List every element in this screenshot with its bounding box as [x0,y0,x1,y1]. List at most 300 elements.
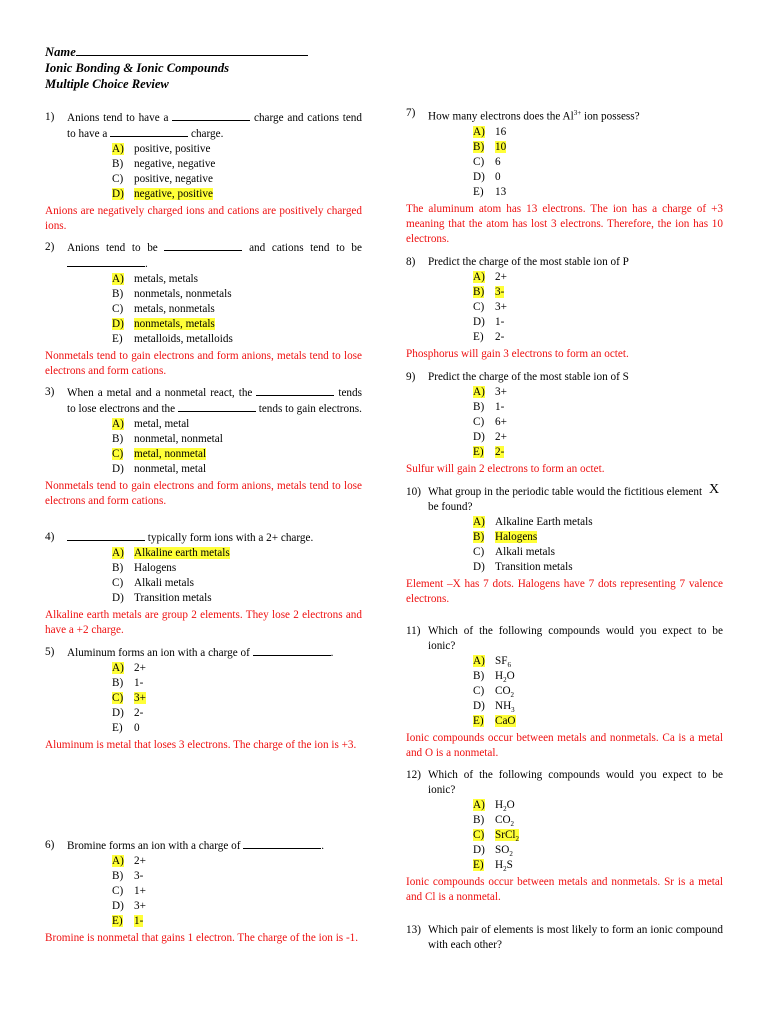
option-main: Alkaline earth metals [134,547,230,559]
question-number: 5) [45,646,55,658]
answer-option[interactable] [473,155,723,170]
name-label: Name [45,45,76,59]
option-letter [473,155,495,170]
question-6 [45,838,362,946]
option-letter-text: C) [473,416,485,428]
answer-explanation: Nonmetals tend to gain electrons and form anions, metals tend to lose electrons and form cations. [45,480,362,507]
answer-option[interactable] [473,270,723,285]
option-text [134,677,143,689]
option-main: 2+ [134,662,146,674]
option-letter [473,315,495,330]
question-stem [406,923,723,953]
answer-blank[interactable] [67,530,145,541]
answer-option[interactable] [473,545,723,560]
answer-options [45,661,362,736]
question-stem [45,240,362,272]
option-text [495,844,513,859]
worksheet-title: Ionic Bonding & Ionic Compounds [45,61,230,75]
option-main: nonmetals, nonmetals [134,288,232,300]
option-letter-text: A) [473,655,485,667]
option-letter-text: A) [112,662,124,674]
name-field[interactable] [45,44,308,60]
option-letter [112,899,134,914]
answer-option[interactable] [473,185,723,200]
worksheet-subtitle: Multiple Choice Review [45,77,169,91]
answer-option[interactable] [473,285,723,300]
subscript: 3 [511,706,515,715]
option-letter-text: C) [112,885,124,897]
answer-option[interactable] [112,721,362,736]
answer-option[interactable] [112,187,362,202]
option-text [134,722,140,734]
option-text [134,188,213,200]
option-letter-text: E) [473,331,484,343]
option-letter-text: B) [112,677,124,689]
option-main: CO [495,685,511,697]
option-text [134,143,210,155]
option-letter-text: B) [473,401,485,413]
option-text [134,592,212,604]
option-letter [473,285,495,300]
option-letter [473,654,495,669]
answer-option[interactable] [473,560,723,575]
option-text [134,333,233,345]
answer-option[interactable] [112,157,362,172]
answer-explanation: Anions are negatively charged ions and cations are positively charged ions. [45,205,362,232]
stem-text: How many electrons does the Al [428,110,574,123]
option-main: 2- [495,446,505,458]
option-main: Transition metals [495,561,573,573]
option-letter [112,287,134,302]
option-text [495,531,537,543]
answer-option[interactable] [473,400,723,415]
question-stem [45,385,362,417]
option-letter [112,447,134,462]
answer-options [45,854,362,929]
stem-text: tends to gain electrons. [255,403,362,415]
answer-explanation: Nonmetals tend to gain electrons and form anions, metals tend to lose electrons and form cations. [45,350,362,377]
answer-option[interactable] [112,854,362,869]
stem-text: . [145,258,148,270]
stem-text: . [330,647,334,659]
answer-blank[interactable] [256,385,334,396]
answer-option[interactable] [112,676,362,691]
option-main: 1+ [134,885,146,897]
option-main: metals, metals [134,273,199,285]
answer-options [45,272,362,347]
option-letter-text: D) [473,700,485,712]
answer-blank[interactable] [172,110,250,121]
option-text [495,271,507,283]
option-letter-text: B) [473,286,485,298]
question-stem [406,370,723,385]
option-letter [473,300,495,315]
answer-blank[interactable] [110,126,188,137]
stem-text: tends to lose electrons and the [67,387,362,415]
answer-option[interactable] [112,172,362,187]
option-main: 16 [495,125,507,138]
answer-option[interactable] [112,417,362,432]
answer-options [406,125,723,200]
option-letter [112,914,134,929]
option-letter [473,530,495,545]
question-2 [45,240,362,379]
option-text [495,700,515,715]
answer-option[interactable] [112,302,362,317]
answer-explanation: Bromine is nonmetal that gains 1 electron. The charge of the ion is -1. [45,932,359,944]
option-text [495,431,507,443]
option-main: 3- [495,286,505,298]
answer-option[interactable] [473,798,723,813]
option-tail: S [506,859,513,871]
stem-text: be found? [428,501,473,513]
option-text [134,173,213,185]
answer-options [45,142,362,202]
option-text [134,158,215,170]
answer-option[interactable] [112,447,362,462]
option-letter-text: A) [473,516,485,528]
option-main: Alkaline Earth metals [495,516,593,528]
option-letter-text: D) [473,561,485,573]
question-number: 3) [45,386,55,398]
answer-explanation: Ionic compounds occur between metals and nonmetals. Sr is a metal and Cl is a nonmetal. [406,876,723,903]
option-letter-text: A) [112,143,124,155]
option-letter-text: C) [112,448,124,460]
answer-explanation: Aluminum is metal that loses 3 electrons. The charge of the ion is +3. [45,739,357,751]
answer-option[interactable] [473,699,723,714]
option-letter-text: A) [112,273,124,285]
option-letter [112,172,134,187]
answer-option[interactable] [112,287,362,302]
answer-option[interactable] [473,445,723,460]
subscript: 6 [507,661,511,670]
option-main: metal, metal [134,418,190,430]
option-text [134,547,230,559]
option-letter [112,591,134,606]
stem-text: Which pair of elements is most likely to form an ionic compound with each other? [428,924,723,951]
answer-option[interactable] [473,300,723,315]
answer-options [45,546,362,606]
question-8 [406,255,723,362]
question-5 [45,645,362,753]
option-main: CaO [495,715,516,727]
option-letter [473,545,495,560]
option-text [495,156,501,168]
question-stem [406,768,723,798]
answer-option[interactable] [112,462,362,477]
option-main: SrCl [495,829,516,841]
option-letter-text: B) [473,670,485,682]
option-tail: O [506,670,515,682]
option-main: 2- [134,707,144,719]
option-text [495,655,511,670]
answer-option[interactable] [473,140,723,155]
answer-option[interactable] [112,884,362,899]
answer-option[interactable] [112,272,362,287]
option-main: Halogens [495,531,538,543]
answer-option[interactable] [112,332,362,347]
question-number: 2) [45,241,55,253]
question-number: 11) [406,625,421,637]
option-main: 1- [134,915,144,927]
option-main: 3+ [134,692,146,704]
option-main: 1- [134,677,144,689]
answer-option[interactable] [112,432,362,447]
option-text [134,448,206,460]
option-main: nonmetals, metals [134,318,215,330]
stem-text: Predict the charge of the most stable ion of S [428,371,629,383]
option-letter [473,330,495,345]
option-text [495,685,515,700]
stem-text: Predict the charge of the most stable ion of P [428,256,629,268]
answer-option[interactable] [473,315,723,330]
answer-option[interactable] [473,843,723,858]
answer-option[interactable] [473,669,723,684]
option-main: 0 [134,722,140,734]
option-main: 3- [134,870,144,882]
question-3 [45,385,362,509]
option-letter [473,270,495,285]
option-text [495,301,507,313]
answer-option[interactable] [112,914,362,929]
option-letter [112,576,134,591]
answer-option[interactable] [112,317,362,332]
answer-option[interactable] [473,330,723,345]
option-text [495,561,573,573]
stem-text: ion possess? [581,110,640,123]
answer-options [45,417,362,477]
option-letter [473,125,495,140]
question-7 [406,106,723,247]
option-letter [473,714,495,729]
option-main: 1- [495,316,505,328]
option-letter-text: A) [112,418,124,430]
option-letter-text: E) [112,915,123,927]
answer-options [406,798,723,873]
subscript: 2 [503,865,507,874]
question-stem [45,838,362,854]
option-letter [473,430,495,445]
worksheet-header [45,44,308,92]
option-letter-text: B) [473,814,485,826]
answer-option[interactable] [473,415,723,430]
option-text [134,288,232,300]
answer-option[interactable] [473,170,723,185]
option-text [495,126,506,138]
option-letter [473,843,495,858]
option-letter [112,157,134,172]
answer-option[interactable] [473,530,723,545]
option-letter-text: E) [473,715,484,727]
option-letter-text: C) [112,173,124,185]
option-text [495,859,513,874]
option-letter-text: D) [473,431,485,443]
option-main: 0 [495,170,501,183]
option-main: positive, negative [134,173,213,185]
answer-option[interactable] [112,706,362,721]
option-text [495,141,506,153]
stem-text: . [321,840,325,852]
option-text [495,516,593,528]
answer-option[interactable] [473,684,723,699]
stem-text: Aluminum forms an ion with a charge of [67,647,253,659]
option-letter [473,669,495,684]
option-letter [112,432,134,447]
question-stem [45,110,362,142]
stem-text: and cations tend to be [242,242,362,254]
stem-text: Anions tend to be [67,242,165,254]
option-main: 6+ [495,416,507,428]
answer-option[interactable] [112,899,362,914]
option-main: metal, nonmetal [134,448,207,460]
option-main: Transition metals [134,592,212,604]
answer-option[interactable] [473,828,723,843]
option-main: H [495,859,504,871]
question-number: 9) [406,371,416,383]
answer-explanation: Ionic compounds occur between metals and nonmetals. Ca is a metal and O is a nonmetal. [406,732,723,759]
option-main: negative, negative [134,158,216,170]
answer-option[interactable] [473,813,723,828]
lewis-dot-symbol-icon [705,482,723,499]
question-stem [45,645,362,661]
answer-blank[interactable] [164,240,242,251]
option-text [134,577,194,589]
option-letter [473,813,495,828]
option-text [495,186,506,198]
answer-option[interactable] [473,125,723,140]
option-letter-text: A) [473,271,485,283]
option-main: metals, nonmetals [134,303,215,315]
option-text [134,418,189,430]
question-11 [406,624,723,761]
answer-option[interactable] [112,142,362,157]
answer-explanation: The aluminum atom has 13 electrons. The ion has a charge of +3 meaning that the atom has lost 3 electrons. Therefore, the ion has 10 electrons. [406,202,723,245]
option-letter-text: D) [112,188,124,200]
option-text [134,433,223,445]
option-text [495,331,504,343]
option-letter [473,858,495,873]
option-text [495,286,504,298]
option-letter-text: B) [473,140,485,153]
option-text [134,915,143,927]
option-text [134,900,146,912]
option-letter [112,854,134,869]
option-letter [112,317,134,332]
option-letter-text: A) [112,547,124,559]
answer-blank[interactable] [67,256,145,267]
option-letter [112,302,134,317]
answer-blank[interactable] [243,838,321,849]
question-stem [406,482,723,515]
option-letter [112,187,134,202]
option-letter-text: C) [112,577,124,589]
option-text [134,870,143,882]
option-main: H [495,799,504,811]
option-letter-text: C) [473,155,485,168]
answer-option[interactable] [112,591,362,606]
option-text [495,670,515,685]
option-letter-text: D) [112,707,124,719]
answer-option[interactable] [473,385,723,400]
option-letter [473,684,495,699]
question-number: 6) [45,839,55,851]
option-letter-text: D) [473,316,485,328]
option-letter-text: C) [112,303,124,315]
answer-option[interactable] [473,430,723,445]
option-letter-text: A) [473,799,485,811]
question-number: 8) [406,256,416,268]
answer-option[interactable] [112,561,362,576]
option-letter-text: E) [473,185,484,198]
stem-text: Which of the following compounds would you expect to be ionic? [428,625,723,652]
answer-explanation: Alkaline earth metals are group 2 elements. They lose 2 electrons and have a +2 charge. [45,609,362,636]
question-1 [45,110,362,234]
option-letter-text: B) [112,433,124,445]
option-letter-text: B) [473,531,485,543]
option-text [134,692,146,704]
option-text [495,814,515,829]
answer-option[interactable] [112,576,362,591]
answer-option[interactable] [112,691,362,706]
answer-blank[interactable] [178,401,256,412]
answer-option[interactable] [473,714,723,729]
option-letter [112,721,134,736]
answer-blank[interactable] [253,645,331,656]
option-letter [112,417,134,432]
option-text [134,562,176,574]
option-letter-text: D) [112,900,124,912]
option-text [134,463,206,475]
answer-options [406,270,723,345]
option-text [134,855,146,867]
option-letter-text: D) [112,592,124,604]
question-13 [406,923,723,953]
question-stem [406,106,723,125]
name-line[interactable] [76,44,308,56]
answer-option[interactable] [473,654,723,669]
answer-option[interactable] [473,515,723,530]
option-text [134,885,146,897]
option-letter-text: D) [112,463,124,475]
answer-option[interactable] [473,858,723,873]
option-text [495,829,520,844]
answer-option[interactable] [112,869,362,884]
option-letter [473,400,495,415]
stem-text: Which of the following compounds would you expect to be ionic? [428,769,723,796]
option-text [134,318,215,330]
question-number: 1) [45,111,55,123]
option-main: SO [495,844,510,856]
stem-text: charge. [188,128,224,140]
question-stem [406,624,723,654]
question-number: 10) [406,486,421,498]
option-letter-text: A) [473,125,485,138]
option-letter [112,546,134,561]
question-number: 7) [406,107,416,119]
option-text [134,662,146,674]
question-number: 12) [406,769,421,781]
option-letter-text: C) [473,546,485,558]
option-main: nonmetal, nonmetal [134,433,223,445]
option-letter [473,185,495,200]
answer-option[interactable] [112,546,362,561]
option-letter [112,661,134,676]
answer-explanation: Phosphorus will gain 3 electrons to form an octet. [406,348,629,360]
subscript: 2 [503,676,507,685]
answer-option[interactable] [112,661,362,676]
option-text [134,707,143,719]
option-main: 6 [495,155,501,168]
